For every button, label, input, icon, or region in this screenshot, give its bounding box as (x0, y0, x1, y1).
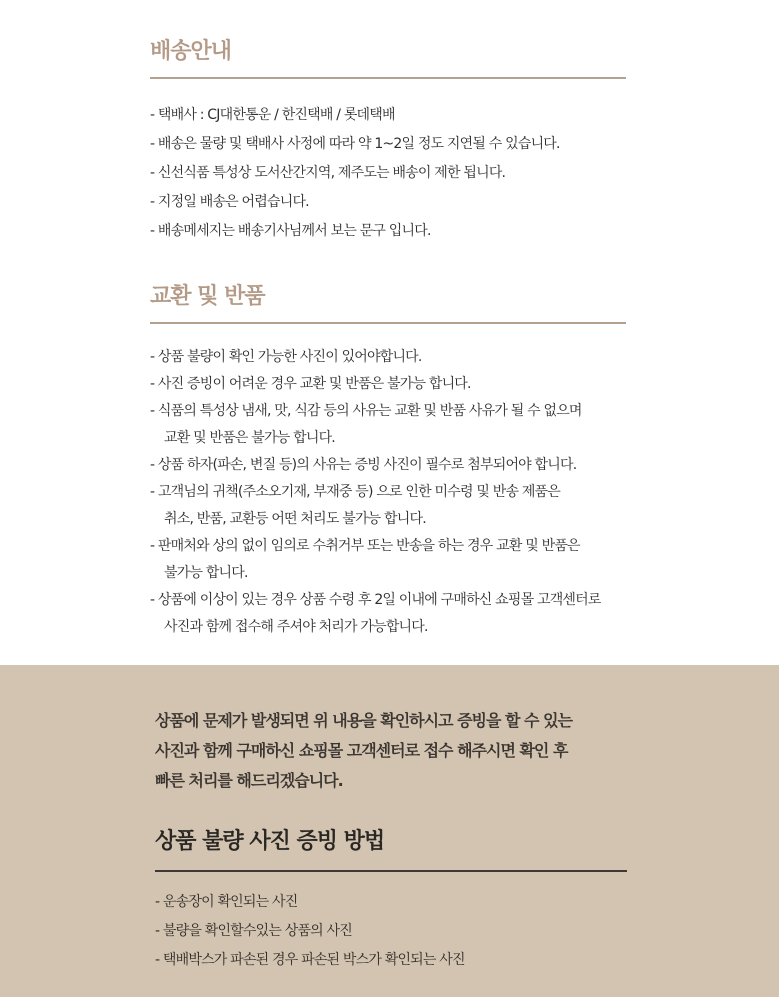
shipping-title: 배송안내 (150, 39, 232, 64)
list-item-text: - 상품 하자(파손, 변질 등)의 사유는 증빙 사진이 필수로 첨부되어야 합니다. (150, 457, 577, 473)
returns-title: 교환 및 반품 (150, 284, 265, 309)
list-item (150, 479, 626, 533)
list-item: - 불량을 확인할수있는 상품의 사진 (155, 923, 352, 939)
list-item: - 배송은 물량 및 택배사 사정에 따라 약 1~2일 정도 지연될 수 있습니다. (150, 136, 560, 152)
list-item-text: - 식품의 특성상 냄새, 맛, 식감 등의 사유는 교환 및 반품 사유가 될 수 없으며 (150, 403, 582, 419)
list-item-continuation: 불가능 합니다. (164, 565, 248, 581)
list-item: - 신선식품 특성상 도서산간지역, 제주도는 배송이 제한 됩니다. (150, 165, 506, 181)
list-item: - 택배사 : CJ대한통운 / 한진택배 / 롯데택배 (150, 107, 395, 123)
shipping-section (150, 38, 626, 246)
notice-line: 빠른 처리를 해드리겠습니다. (155, 771, 343, 790)
list-item-text: - 사진 증빙이 어려운 경우 교환 및 반품은 불가능 합니다. (150, 376, 471, 392)
notice-line: 상품에 문제가 발생되면 위 내용을 확인하시고 증빙을 할 수 있는 (155, 711, 572, 730)
list-item (150, 452, 626, 479)
evidence-title: 상품 불량 사진 증빙 방법 (155, 829, 385, 854)
evidence-divider (155, 870, 627, 872)
notice-text (155, 706, 635, 796)
list-item (150, 371, 626, 398)
returns-list (150, 344, 626, 641)
list-item (150, 344, 626, 371)
list-item (150, 398, 626, 452)
list-item-continuation: 취소, 반품, 교환등 어떤 처리도 불가능 합니다. (164, 511, 426, 527)
evidence-list (155, 888, 627, 975)
shipping-list (150, 101, 626, 246)
list-item-text: - 상품에 이상이 있는 경우 상품 수령 후 2일 이내에 구매하신 쇼핑몰 고객센터로 (150, 592, 601, 608)
list-item-continuation: 사진과 함께 접수해 주셔야 처리가 가능합니다. (164, 619, 428, 635)
list-item-text: - 고객님의 귀책(주소오기재, 부재중 등) 으로 인한 미수령 및 반송 제품은 (150, 484, 560, 500)
list-item: - 택배박스가 파손된 경우 파손된 박스가 확인되는 사진 (155, 952, 465, 968)
list-item-text: - 상품 불량이 확인 가능한 사진이 있어야합니다. (150, 349, 422, 365)
returns-section (150, 283, 626, 641)
list-item-continuation: 교환 및 반품은 불가능 합니다. (164, 430, 335, 446)
list-item (150, 587, 626, 641)
list-item: - 지정일 배송은 어렵습니다. (150, 194, 309, 210)
list-item: - 배송메세지는 배송기사님께서 보는 문구 입니다. (150, 223, 431, 239)
returns-divider (150, 322, 626, 324)
list-item (150, 533, 626, 587)
notice-line: 사진과 함께 구매하신 쇼핑몰 고객센터로 접수 해주시면 확인 후 (155, 741, 568, 760)
list-item-text: - 판매처와 상의 없이 임의로 수취거부 또는 반송을 하는 경우 교환 및 반품은 (150, 538, 580, 554)
list-item: - 운송장이 확인되는 사진 (155, 894, 298, 910)
evidence-section (155, 828, 627, 975)
shipping-divider (150, 77, 626, 79)
